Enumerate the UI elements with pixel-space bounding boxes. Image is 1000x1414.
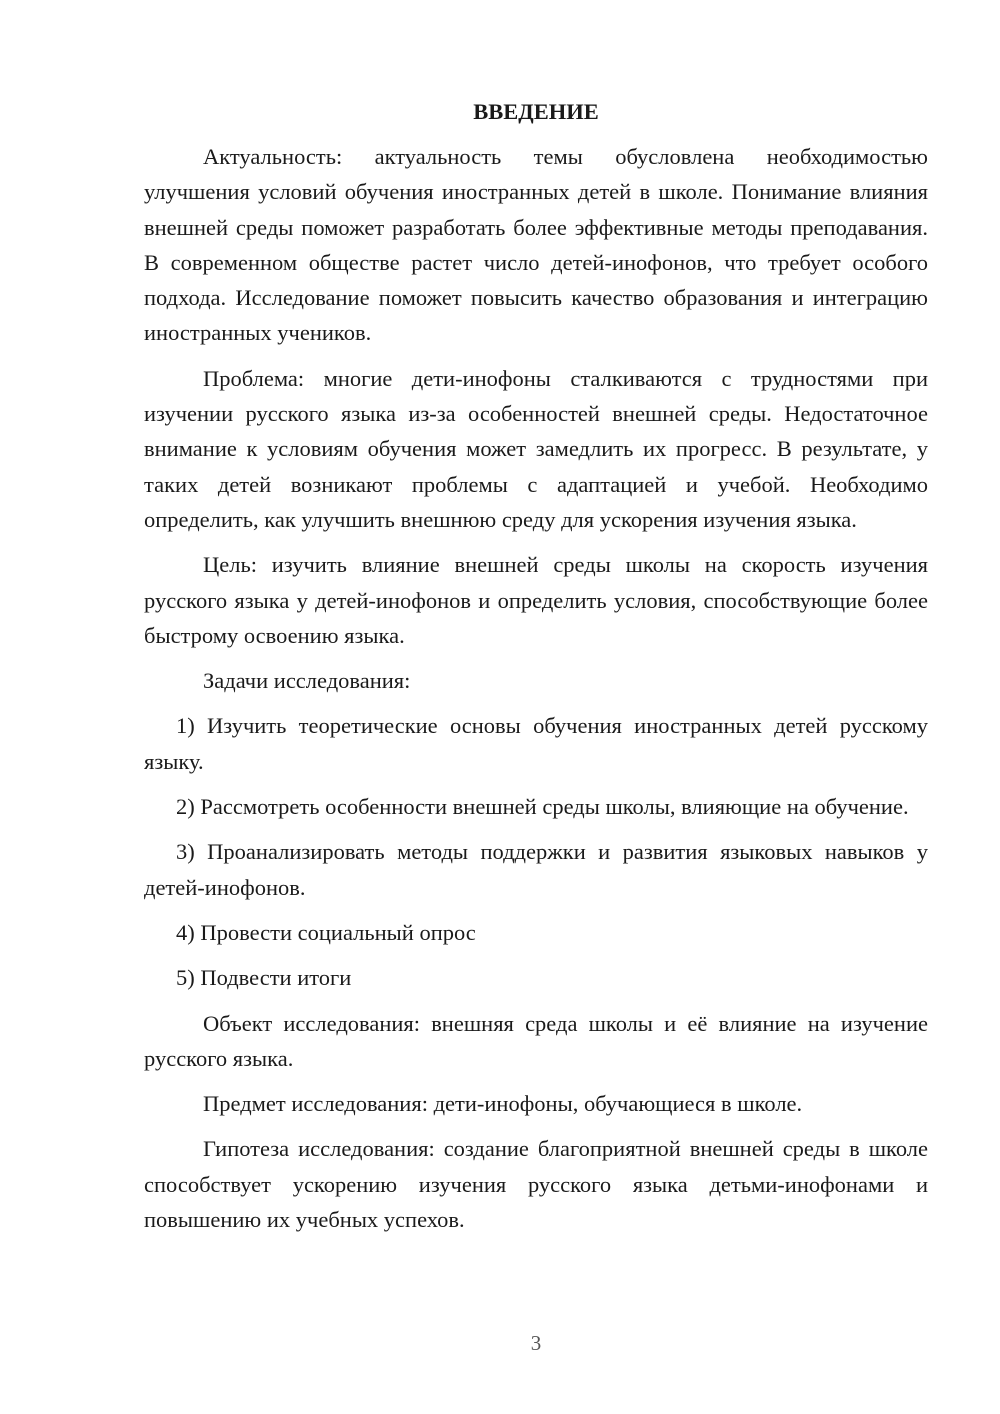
- task-item-1: 1) Изучить теоретические основы обучения иностранных детей русскому языку.: [144, 713, 928, 774]
- task-item-4: 4) Провести социальный опрос: [176, 919, 476, 945]
- relevance-paragraph: Актуальность: актуальность темы обусловлена необходимостью улучшения условий обучения иностранных детей в школе. Понимание влияния внешней среды поможет разработать более эффективные методы преподавания. В современном обществе растет число детей-инофонов, что требует особого подхода. Исследование поможет повысить качество образования и интеграцию иностранных учеников.: [144, 144, 928, 346]
- subject-paragraph: Предмет исследования: дети-инофоны, обучающиеся в школе.: [203, 1091, 803, 1117]
- object-paragraph: Объект исследования: внешняя среда школы и её влияние на изучение русского языка.: [144, 1010, 928, 1071]
- page-content: [144, 94, 928, 1247]
- problem-paragraph: Проблема: многие дети-инофоны сталкиваются с трудностями при изучении русского языка из-за особенностей внешней среды. Недостаточное внимание к условиям обучения может замедлить их прогресс. В результате, у таких детей возникают проблемы с адаптацией и учебой. Необходимо определить, как улучшить внешнюю среду для ускорения изучения языка.: [144, 365, 928, 532]
- page-number: 3: [530, 1331, 542, 1355]
- goal-paragraph: Цель: изучить влияние внешней среды школы на скорость изучения русского языка у детей-инофонов и определить условия, способствующие более быстрому освоению языка.: [144, 552, 928, 648]
- section-title: ВВЕДЕНИЕ: [473, 99, 599, 124]
- tasks-heading: Задачи исследования:: [203, 668, 411, 694]
- task-item-5: 5) Подвести итоги: [176, 965, 352, 991]
- task-item-3: 3) Проанализировать методы поддержки и развития языковых навыков у детей-инофонов.: [144, 839, 928, 900]
- hypothesis-paragraph: Гипотеза исследования: создание благоприятной внешней среды в школе способствует ускорению изучения русского языка детьми-инофонами и повышению их учебных успехов.: [144, 1136, 928, 1233]
- task-item-2: 2) Рассмотреть особенности внешней среды школы, влияющие на обучение.: [176, 794, 909, 820]
